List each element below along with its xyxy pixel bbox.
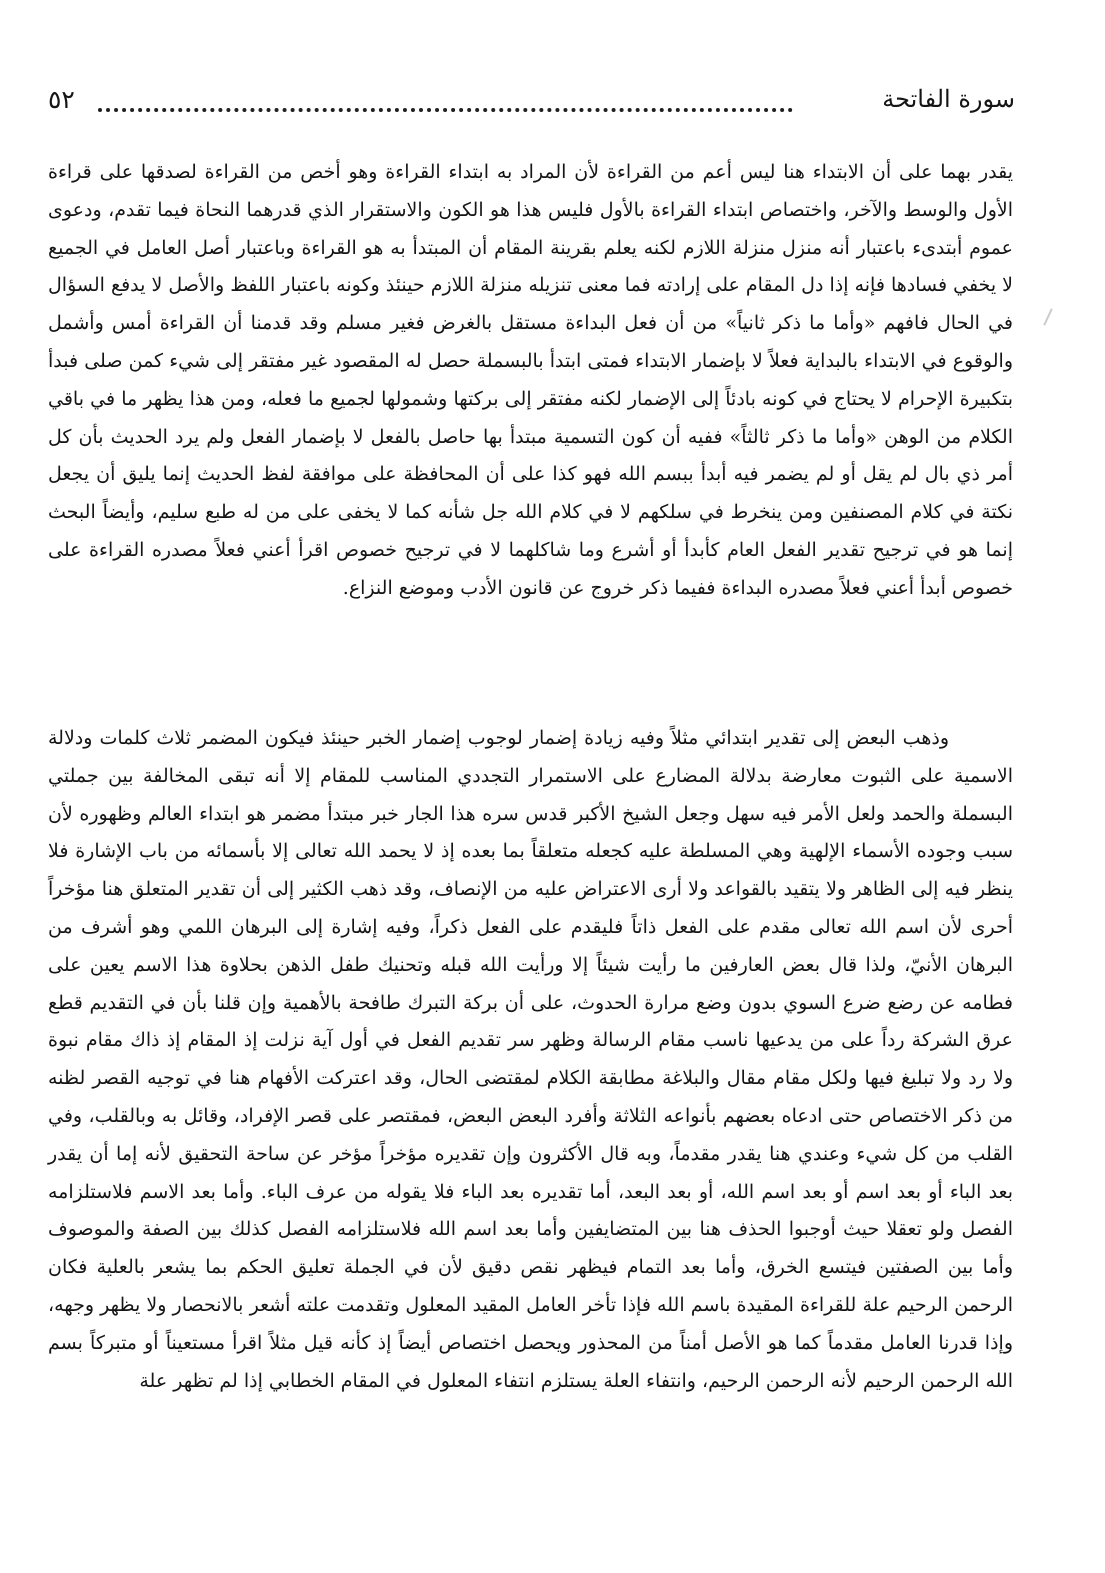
page-number: ٥٢	[48, 85, 75, 114]
paragraph-text: يقدر بهما على أن الابتداء هنا ليس أعم من القراءة لأن المراد به ابتداء القراءة وهو أخص من القراءة لصدقها على قراءة الأول والوسط والآخر، واختصاص ابتداء القراءة بالأول فليس هذا هو الكون والاستقرار الذي قدرهما النحاة فيما تقدم، ودعوى عموم أبتدىء باعتبار أنه منزل منزلة اللازم لكنه يعلم بقرينة المقام أن المبتدأ به هو القراءة وباعتبار أصل العامل في الجميع لا يخفي فسادها فإنه إذا دل المقام على إرادته فما معنى تنزيله منزلة اللازم حينئذ وكونه باعتبار اللفظ والأصل لا يدفع السؤال في الحال فافهم «وأما ما ذكر ثانياً» من أن فعل البداءة مستقل بالغرض فغير مسلم وقد قدمنا أن القراءة أمس وأشمل والوقوع في الابتداء بالبداية فعلاً لا بإضمار الابتداء فمتى ابتدأ بالبسملة حصل له المقصود غير مفتقر إلى شيء كمن صلى فبدأ بتكبيرة الإحرام لا يحتاج في كونه بادئاً إلى الإضمار لكنه مفتقر إلى بركتها وشمولها لجميع ما فعله، ومن هذا يظهر ما في باقي الكلام من الوهن «وأما ما ذكر ثالثاً» ففيه أن كون التسمية مبتدأ بها حاصل بالفعل لا بإضمار الفعل ولم يرد الحديث بأن كل أمر ذي بال لم يقل أو لم يضمر فيه أبدأ ببسم الله فهو كذا على أن المحافظة على موافقة لفظ الحديث إنما يليق أن يجعل نكتة في كلام المصنفين ومن ينخرط في سلكهم لا في كلام الله جل شأنه كما لا يخفى على من له طبع سليم، وأيضاً البحث إنما هو في ترجيح تقدير الفعل العام كأبدأ أو أشرع وما شاكلهما لا في ترجيح خصوص اقرأ أعني فعلاً مصدره القراءة على خصوص أبدأ أعني فعلاً مصدره البداءة ففيما ذكر خروج عن قانون الأدب وموضع النزاع.	[48, 161, 1014, 599]
paragraph-text: وذهب البعض إلى تقدير ابتدائي مثلاً وفيه زيادة إضمار لوجوب إضمار الخبر حينئذ فيكون المضمر ثلاث كلمات ودلالة الاسمية على الثبوت معارضة بدلالة المضارع على الاستمرار التجددي المناسب للمقام إلا أنه تبقى المخالفة بين جملتي البسملة والحمد ولعل الأمر فيه سهل وجعل الشيخ الأكبر قدس سره هذا الجار خبر مبتدأ مضمر هو ابتداء العالم وظهوره لأن سبب وجوده الأسماء الإلهية وهي المسلطة عليه كجعله متعلقاً بما بعده إذ لا يحمد الله تعالى إلا بأسمائه من باب الإشارة فلا ينظر فيه إلى الظاهر ولا يتقيد بالقواعد ولا أرى الاعتراض عليه من الإنصاف، وقد ذهب الكثير إلى أن تقدير المتعلق هنا مؤخراً أحرى لأن اسم الله تعالى مقدم على الفعل ذاتاً فليقدم على الفعل ذكراً، وفيه إشارة إلى البرهان اللمي وهو أشرف من البرهان الأنيّ، ولذا قال بعض العارفين ما رأيت شيئاً إلا ورأيت الله قبله وتحنيك طفل الذهن بحلاوة هذا الاسم يعين على فطامه عن رضع ضرع السوي بدون وضع مرارة الحدوث، على أن بركة التبرك طافحة بالأهمية وإن قلنا بأن في التقديم قطع عرق الشركة رداً على من يدعيها ناسب مقام الرسالة وظهر سر تقديم الفعل في أول آية نزلت إذ المقام إذ ذاك مقام نبوة ولا رد ولا تبليغ فيها ولكل مقام مقال والبلاغة مطابقة الكلام لمقتضى الحال، وقد اعتركت الأفهام هنا في توجيه القصر لظنه من ذكر الاختصاص حتى ادعاه بعضهم بأنواعه الثلاثة وأفرد البعض البعض، فمقتصر على قصر الإفراد، وقائل به وبالقلب، وفي القلب من كل شيء وعندي هنا يقدر مقدماً، وبه قال الأكثرون وإن تقديره مؤخراً مؤخر عن ساحة التحقيق لأنه إما أن يقدر بعد الباء أو بعد اسم أو بعد اسم الله، أو بعد البعد، أما تقديره بعد الباء فلا يقوله من عرف الباء. وأما بعد الاسم فلاستلزامه الفصل ولو تعقلا حيث أوجبوا الحذف هنا بين المتضايفين وأما بعد اسم الله فلاستلزامه الفصل كذلك بين الصفة والموصوف وأما بين الصفتين فيتسع الخرق، وأما بعد التمام فيظهر نقص دقيق لأن في الجملة تعليق الحكم بما يشعر بالعلية فكان الرحمن الرحيم علة للقراءة المقيدة باسم الله فإذا تأخر العامل المقيد المعلول وتقدمت علته أشعر بالانحصار ولا يظهر وجهه، وإذا قدرنا العامل مقدماً كما هو الأصل أمناً من المحذور ويحصل اختصاص أيضاً إذ كأنه قيل مثلاً اقرأ مستعيناً أو متبركاً بسم الله الرحمن الرحيم لأنه الرحمن الرحيم، وانتفاء العلة يستلزم انتفاء المعلول في المقام الخطابي إذا لم تظهر علة	[48, 727, 1013, 1392]
body-paragraph-2	[48, 720, 1013, 1400]
running-header	[0, 80, 1105, 120]
running-title: سورة الفاتحة	[882, 85, 1015, 113]
body-paragraph-1	[48, 154, 1013, 608]
margin-mark	[1043, 308, 1052, 325]
dot-leader	[98, 88, 793, 112]
